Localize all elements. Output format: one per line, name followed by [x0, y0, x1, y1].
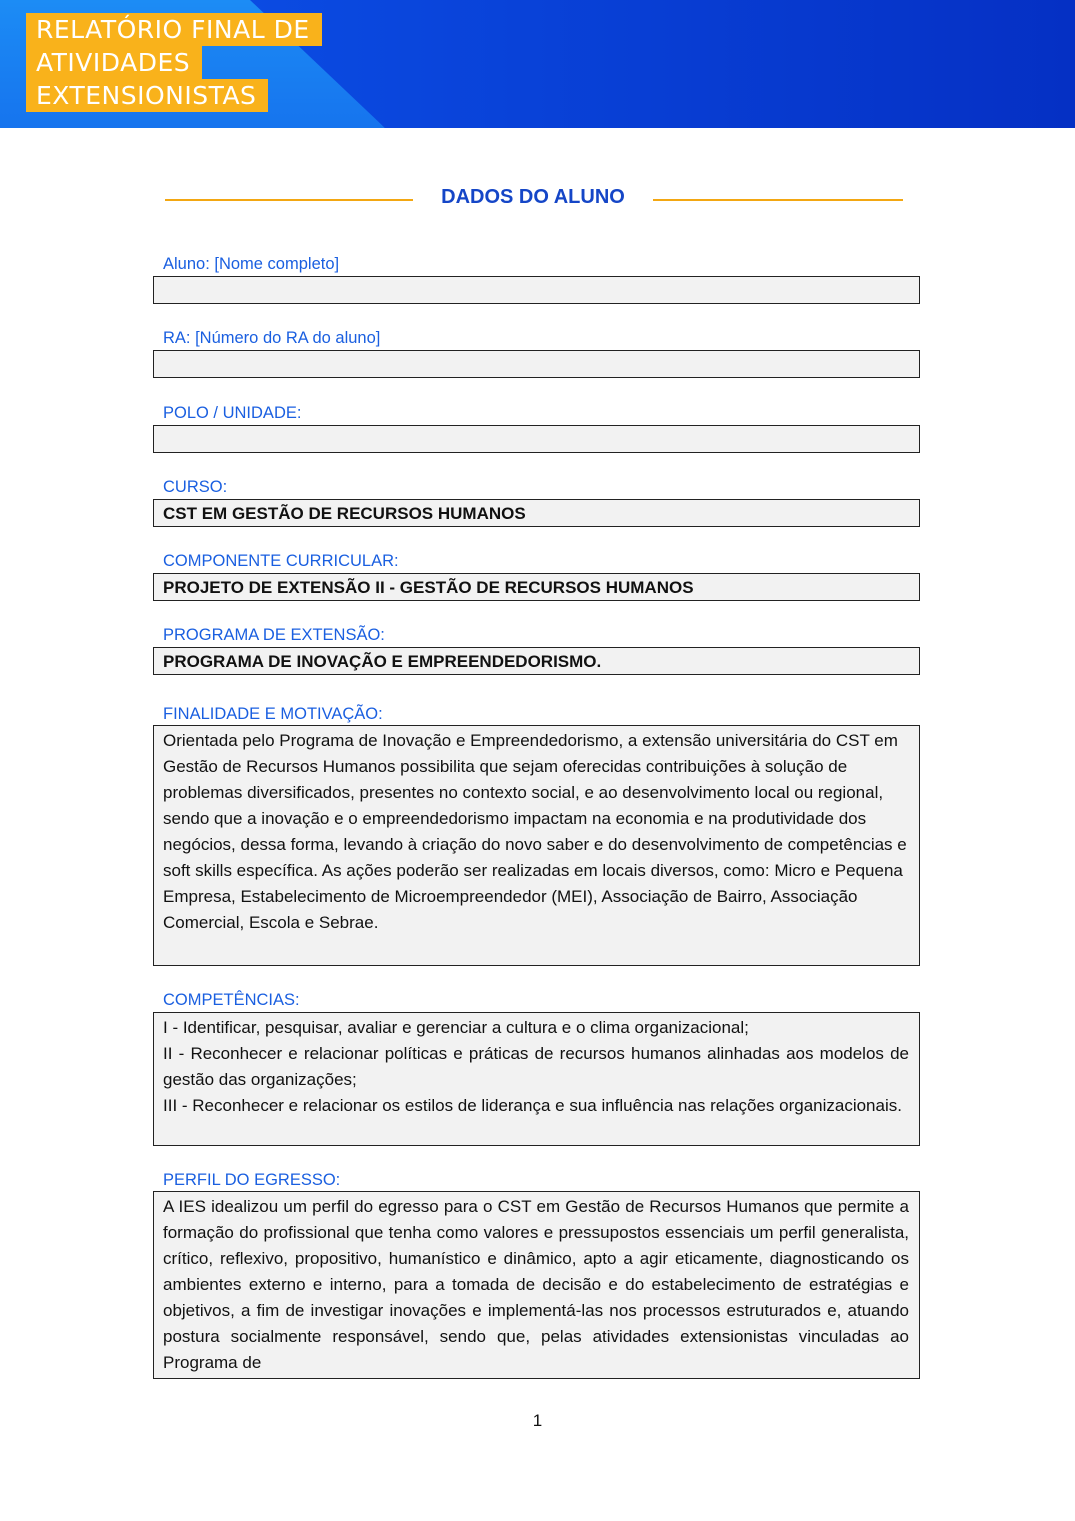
page-number: 1: [532, 1411, 543, 1430]
componente-label: COMPONENTE CURRICULAR:: [163, 552, 399, 570]
finalidade-text: Orientada pelo Programa de Inovação e Empreendedorismo, a extensão universitária do CST em Gestão de Recursos Humanos possibilita que sejam oferecidas contribuições à solução de problemas diversificados, presentes no contexto social, e ao desenvolvimento local ou regional, sendo que a inovação e o empreendedorismo impactam na economia e na produtividade dos negócios, dessa forma, levando à criação do novo saber e do desenvolvimento de competências e soft skills específica. As ações poderão ser realizadas em locais diversos, como: Micro e Pequena Empresa, Estabelecimento de Microempreendedor (MEI), Associação de Bairro, Associação Comercial, Escola e Sebrae.: [163, 731, 907, 932]
report-title-line-2: ATIVIDADES: [26, 46, 202, 79]
section-heading: [165, 182, 903, 216]
aluno-field[interactable]: [153, 276, 920, 304]
perfil-box[interactable]: [153, 1191, 920, 1379]
programa-field[interactable]: PROGRAMA DE INOVAÇÃO E EMPREENDEDORISMO.: [153, 647, 920, 675]
competencia-item-3: III - Reconhecer e relacionar os estilos de liderança e sua influência nas relações organizacionais.: [163, 1096, 902, 1115]
programa-label: PROGRAMA DE EXTENSÃO:: [163, 626, 385, 644]
header-banner: [0, 0, 1075, 128]
polo-field[interactable]: [153, 425, 920, 453]
ra-label: RA: [Número do RA do aluno]: [163, 329, 381, 347]
polo-label: POLO / UNIDADE:: [163, 404, 302, 422]
competencia-item-2: II - Reconhecer e relacionar políticas e práticas de recursos humanos alinhadas aos modelos de gestão das organizações;: [163, 1044, 909, 1089]
finalidade-label: FINALIDADE E MOTIVAÇÃO:: [163, 705, 383, 723]
competencias-box[interactable]: [153, 1012, 920, 1146]
section-heading-text: DADOS DO ALUNO: [441, 186, 625, 208]
curso-label: CURSO:: [163, 478, 228, 496]
componente-field[interactable]: PROJETO DE EXTENSÃO II - GESTÃO DE RECURSOS HUMANOS: [153, 573, 920, 601]
finalidade-box[interactable]: [153, 725, 920, 966]
report-title: [26, 13, 322, 112]
perfil-label: PERFIL DO EGRESSO:: [163, 1171, 341, 1189]
heading-rule-left: [165, 199, 413, 201]
report-title-line-1: RELATÓRIO FINAL DE: [26, 13, 322, 46]
curso-field[interactable]: CST EM GESTÃO DE RECURSOS HUMANOS: [153, 499, 920, 527]
heading-rule-right: [653, 199, 903, 201]
perfil-text: A IES idealizou um perfil do egresso para o CST em Gestão de Recursos Humanos que permite a formação do profissional que tenha como valores e pressupostos essenciais um perfil generalista, crítico, reflexivo, propositivo, humanístico e dinâmico, apto a agir eticamente, diagnosticando os ambientes externo e interno, para a tomada de decisão e do estabelecimento de estratégias e objetivos, a fim de investigar inovações e implementá-las nos processos estruturados e, atuando postura socialmente responsável, sendo que, pelas atividades extensionistas vinculadas ao Programa de: [163, 1197, 909, 1372]
competencia-item-1: I - Identificar, pesquisar, avaliar e gerenciar a cultura e o clima organizacional;: [163, 1018, 749, 1037]
report-title-line-3: EXTENSIONISTAS: [26, 79, 268, 112]
banner-dark-panel: [250, 0, 1075, 128]
competencias-label: COMPETÊNCIAS:: [163, 991, 300, 1009]
ra-field[interactable]: [153, 350, 920, 378]
aluno-label: Aluno: [Nome completo]: [163, 255, 340, 273]
